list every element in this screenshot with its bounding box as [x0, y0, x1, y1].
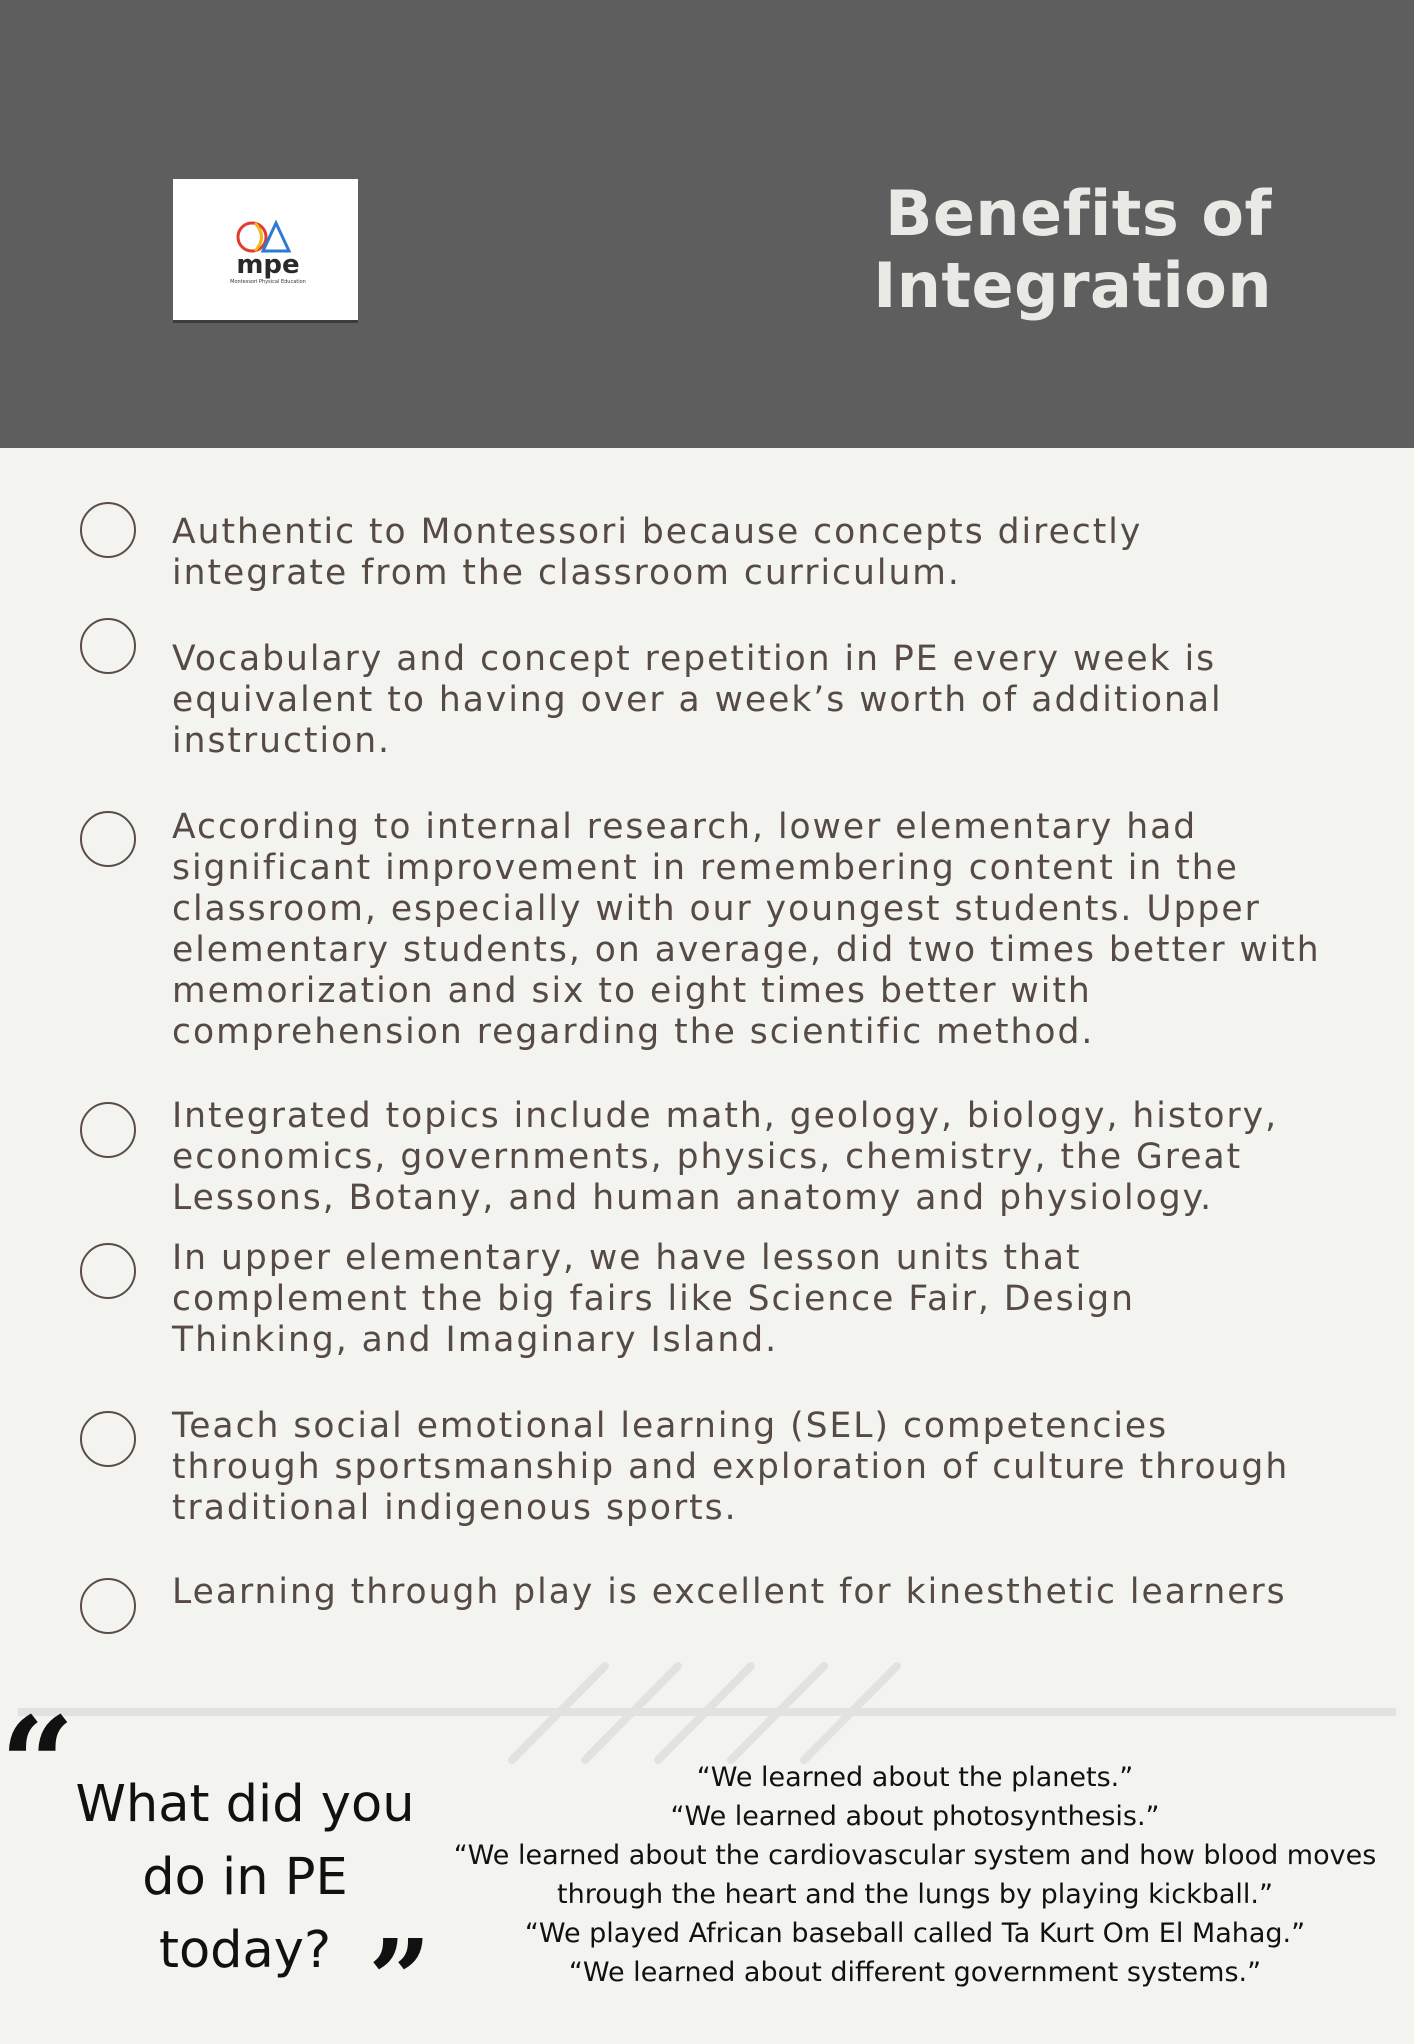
quote-line: “We learned about the planets.”	[696, 1762, 1134, 1793]
mpe-logo	[173, 179, 358, 320]
quote-line: “We learned about the cardiovascular system and how blood moves	[453, 1840, 1377, 1871]
quote-line: “We played African baseball called Ta Kurt Om El Mahag.”	[524, 1918, 1306, 1949]
benefit-text: Teach social emotional learning (SEL) competencies through sportsmanship and exploration of culture through traditional indigenous sports.	[172, 1406, 1290, 1528]
bullet-circle-icon	[80, 1243, 136, 1299]
benefit-text: In upper elementary, we have lesson units that complement the big fairs like Science Fair, Design Thinking, and Imaginary Island.	[172, 1238, 1135, 1360]
benefit-text: Learning through play is excellent for kinesthetic learners	[172, 1572, 1287, 1612]
question-line-3: today?	[158, 1921, 332, 1980]
circle-triangle-logo-icon	[173, 179, 358, 320]
benefit-text: Integrated topics include math, geology, biology, history, economics, governments, physics, chemistry, the Great Lessons, Botany, and human anatomy and physiology.	[172, 1096, 1279, 1218]
logo-wordmark: mpe	[236, 250, 300, 280]
open-quote-icon: “	[0, 1688, 75, 1841]
quote-line: “We learned about different government systems.”	[568, 1957, 1262, 1988]
question-line-2: do in PE	[142, 1848, 348, 1907]
logo-tagline: Montessori Physical Education	[230, 279, 306, 285]
question-line-1: What did you	[75, 1775, 415, 1834]
bullet-circle-icon	[80, 1578, 136, 1634]
bullet-circle-icon	[80, 1411, 136, 1467]
bullet-circle-icon	[80, 618, 136, 674]
title-line-2: Integration	[873, 249, 1272, 322]
page-title	[873, 178, 1272, 322]
quote-line: “We learned about photosynthesis.”	[670, 1801, 1160, 1832]
benefit-text: According to internal research, lower elementary had significant improvement in remembering content in the classroom, especially with our youngest students. Upper elementary students, on average, did two times better with memorization and six to eight times better with comprehension regarding the scientific method.	[172, 807, 1321, 1052]
benefit-text: Authentic to Montessori because concepts directly integrate from the classroom curriculum.	[172, 512, 1143, 593]
title-line-1: Benefits of	[885, 177, 1272, 250]
benefit-text: Vocabulary and concept repetition in PE every week is equivalent to having over a week’s worth of additional instruction.	[172, 639, 1223, 761]
student-quotes	[440, 1758, 1390, 1992]
bullet-circle-icon	[80, 811, 136, 867]
header-banner	[0, 0, 1414, 448]
decorative-hatch-lines	[500, 1660, 920, 1770]
bullet-circle-icon	[80, 502, 136, 558]
bullet-circle-icon	[80, 1102, 136, 1158]
close-quote-icon: ”	[368, 1915, 432, 2044]
quote-line: through the heart and the lungs by playing kickball.”	[557, 1879, 1273, 1910]
